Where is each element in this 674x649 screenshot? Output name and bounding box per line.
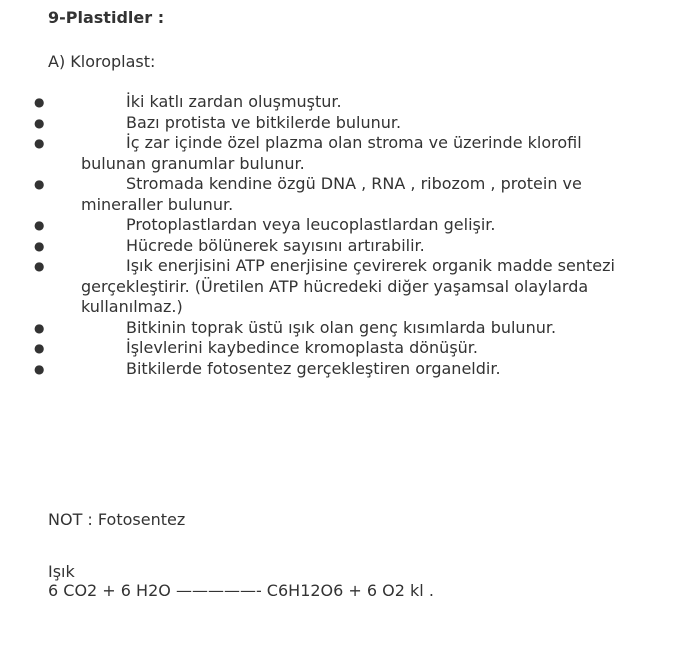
list-item	[0, 318, 641, 339]
list-item-text: Protoplastlardan veya leucoplastlardan gelişir.	[126, 215, 496, 234]
list-item	[0, 215, 641, 236]
bullet-icon: ●	[34, 361, 45, 376]
list-item-text: İç zar içinde özel plazma olan stroma ve üzerinde klorofil bulunan granumlar bulunur.	[81, 133, 582, 173]
list-item-text: Hücrede bölünerek sayısını artırabilir.	[126, 235, 425, 255]
list-item-text: İşlevlerini kaybedince kromoplasta dönüşür.	[126, 338, 478, 357]
bullet-icon: ●	[34, 320, 45, 335]
list-item	[0, 256, 641, 318]
list-item-text: İki katlı zardan oluşmuştur.	[126, 92, 342, 111]
photosynthesis-equation: 6 CO2 + 6 H2O —————- C6H12O6 + 6 O2 kl .	[48, 581, 434, 600]
bullet-icon: ●	[34, 177, 45, 191]
bullet-icon: ●	[34, 115, 45, 130]
list-item	[0, 359, 641, 380]
bullet-icon: ●	[34, 238, 45, 253]
bullet-icon: ●	[34, 136, 45, 150]
section-heading: 9-Plastidler :	[48, 8, 165, 27]
list-item	[0, 92, 641, 113]
bullet-icon: ●	[34, 218, 45, 232]
list-item	[0, 236, 641, 257]
list-item	[0, 133, 641, 174]
note-text: NOT : Fotosentez	[48, 510, 186, 529]
list-item-text: Bazı protista ve bitkilerde bulunur.	[126, 112, 402, 132]
list-item	[0, 174, 641, 215]
list-item-text: Stromada kendine özgü DNA , RNA , ribozom , protein ve mineraller bulunur.	[81, 174, 582, 214]
list-item	[0, 338, 641, 359]
chloroplast-feature-list	[0, 92, 674, 379]
list-item	[0, 113, 641, 134]
bullet-icon: ●	[34, 259, 45, 273]
list-item-text: Bitkilerde fotosentez gerçekleştiren organeldir.	[126, 358, 501, 378]
bullet-icon: ●	[34, 341, 45, 355]
bullet-icon: ●	[34, 95, 45, 109]
list-item-text: Bitkinin toprak üstü ışık olan genç kısımlarda bulunur.	[126, 317, 557, 337]
list-item-text: Işık enerjisini ATP enerjisine çevirerek organik madde sentezi gerçekleştirir. (Üretilen ATP hücredeki diğer yaşamsal olaylarda kullanılmaz.)	[81, 256, 615, 316]
reaction-arrow-label: Işık	[48, 562, 75, 581]
subsection-title: A) Kloroplast:	[48, 52, 156, 71]
